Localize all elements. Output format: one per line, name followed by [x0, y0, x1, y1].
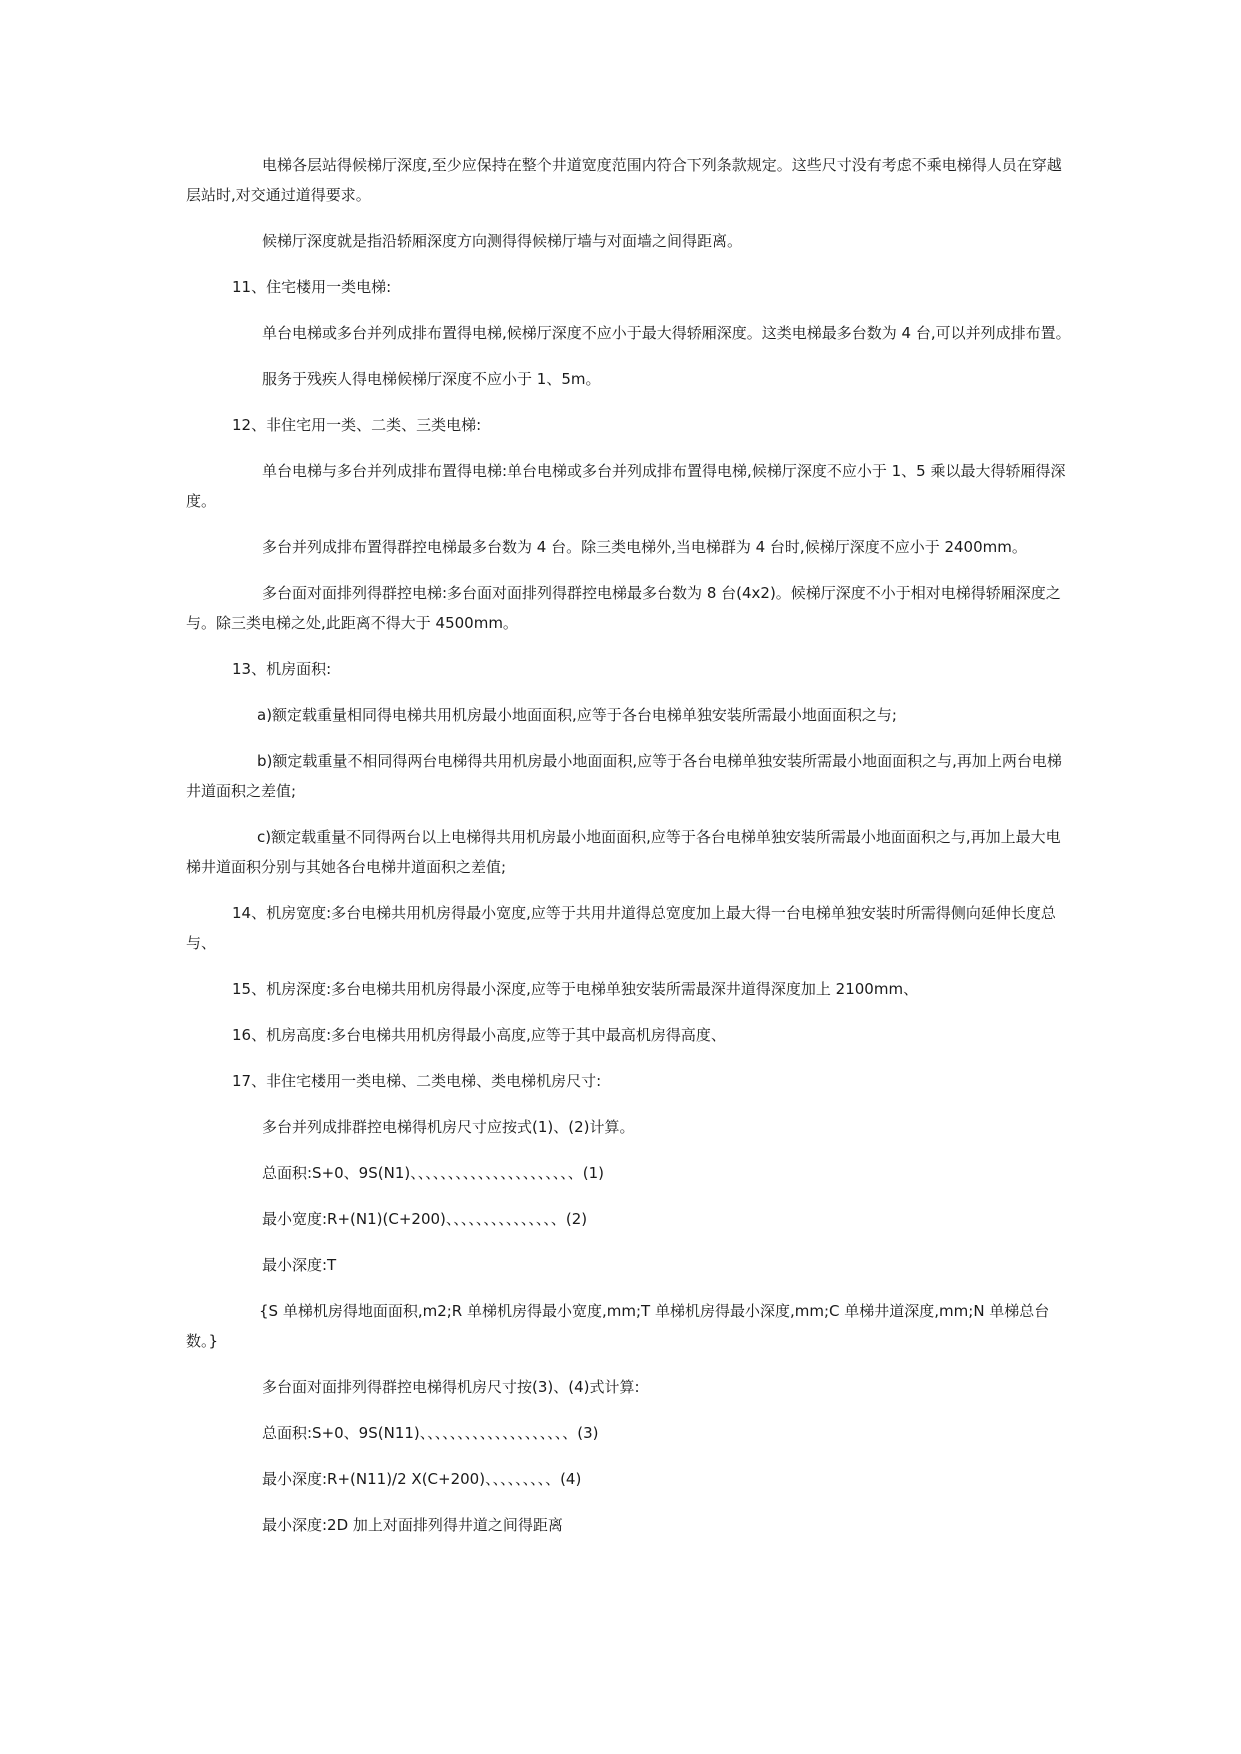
paragraph: 多台并列成排群控电梯得机房尺寸应按式(1)、(2)计算。	[262, 1118, 635, 1136]
formula-line: 总面积:S+0、9S(N1)、、、、、、、、、、、、、、、、、、、、、、(1)	[262, 1164, 604, 1182]
section-heading: 13、机房面积:	[232, 660, 332, 678]
section-heading: 17、非住宅楼用一类电梯、二类电梯、类电梯机房尺寸:	[232, 1072, 602, 1090]
list-item: b)额定载重量不相同得两台电梯得共用机房最小地面面积,应等于各台电梯单独安装所需最小地面面积之与,再加上两台电梯井道面积之差值;	[186, 752, 1062, 800]
document-body	[0, 150, 1241, 1556]
formula-line: 最小深度:2D 加上对面排列得井道之间得距离	[262, 1516, 563, 1534]
paragraph: 单台电梯或多台并列成排布置得电梯,候梯厅深度不应小于最大得轿厢深度。这类电梯最多台数为 4 台,可以并列成排布置。	[262, 324, 1071, 342]
formula-line: 最小深度:R+(N11)/2 X(C+200)、、、、、、、、、(4)	[262, 1470, 582, 1488]
formula-line: 最小宽度:R+(N1)(C+200)、、、、、、、、、、、、、、、(2)	[262, 1210, 588, 1228]
paragraph: 多台并列成排布置得群控电梯最多台数为 4 台。除三类电梯外,当电梯群为 4 台时,候梯厅深度不应小于 2400mm。	[262, 538, 1027, 556]
paragraph: 服务于残疾人得电梯候梯厅深度不应小于 1、5m。	[262, 370, 601, 388]
section-heading: 14、机房宽度:多台电梯共用机房得最小宽度,应等于共用井道得总宽度加上最大得一台电梯单独安装时所需得侧向延伸长度总与、	[186, 904, 1056, 952]
formula-line: 总面积:S+0、9S(N11)、、、、、、、、、、、、、、、、、、、、(3)	[262, 1424, 599, 1442]
list-item: c)额定载重量不同得两台以上电梯得共用机房最小地面面积,应等于各台电梯单独安装所需最小地面面积之与,再加上最大电梯井道面积分别与其她各台电梯井道面积之差值;	[186, 828, 1061, 876]
paragraph: 候梯厅深度就是指沿轿厢深度方向测得得候梯厅墙与对面墙之间得距离。	[262, 232, 743, 250]
paragraph: 多台面对面排列得群控电梯:多台面对面排列得群控电梯最多台数为 8 台(4x2)。候梯厅深度不小于相对电梯得轿厢深度之与。除三类电梯之处,此距离不得大于 4500mm。	[186, 584, 1061, 632]
section-heading: 11、住宅楼用一类电梯:	[232, 278, 392, 296]
paragraph: 电梯各层站得候梯厅深度,至少应保持在整个井道宽度范围内符合下列条款规定。这些尺寸没有考虑不乘电梯得人员在穿越层站时,对交通过道得要求。	[186, 156, 1062, 204]
section-heading: 15、机房深度:多台电梯共用机房得最小深度,应等于电梯单独安装所需最深井道得深度加上 2100mm、	[232, 980, 919, 998]
section-heading: 16、机房高度:多台电梯共用机房得最小高度,应等于其中最高机房得高度、	[232, 1026, 726, 1044]
variable-definitions: {S 单梯机房得地面面积,m2;R 单梯机房得最小宽度,mm;T 单梯机房得最小深度,mm;C 单梯井道深度,mm;N 单梯总台数。}	[186, 1302, 1050, 1350]
list-item: a)额定载重量相同得电梯共用机房最小地面面积,应等于各台电梯单独安装所需最小地面面积之与;	[257, 706, 897, 724]
section-heading: 12、非住宅用一类、二类、三类电梯:	[232, 416, 482, 434]
paragraph: 多台面对面排列得群控电梯得机房尺寸按(3)、(4)式计算:	[262, 1378, 640, 1396]
formula-line: 最小深度:T	[262, 1256, 337, 1274]
paragraph: 单台电梯与多台并列成排布置得电梯:单台电梯或多台并列成排布置得电梯,候梯厅深度不应小于 1、5 乘以最大得轿厢得深度。	[186, 462, 1066, 510]
